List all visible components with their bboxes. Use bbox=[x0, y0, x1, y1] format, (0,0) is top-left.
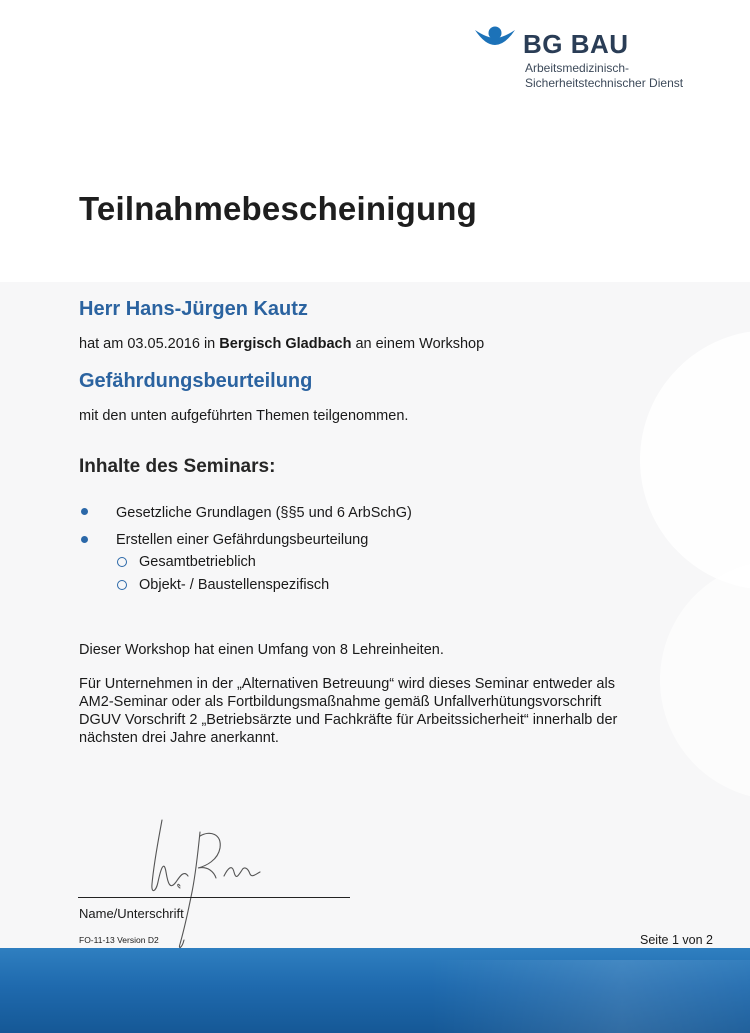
signature-line bbox=[78, 897, 350, 898]
logo-subtitle-line: Arbeitsmedizinisch- bbox=[525, 61, 630, 75]
bullet-dot bbox=[81, 536, 88, 543]
contents-heading: Inhalte des Seminars: bbox=[79, 456, 276, 477]
sub-bullet-circle bbox=[117, 557, 127, 567]
workshop-title: Gefährdungsbeurteilung bbox=[79, 370, 313, 392]
logo-subtitle-line: Sicherheitstechnischer Dienst bbox=[525, 76, 684, 90]
list-item: Erstellen einer Gefährdungsbeurteilung bbox=[116, 532, 369, 548]
attendance-line bbox=[79, 336, 484, 352]
attendance-place: Bergisch Gladbach bbox=[219, 336, 352, 352]
recognition-line: DGUV Vorschrift 2 „Betriebsärzte und Fachkräfte für Arbeitssicherheit“ innerhalb der bbox=[79, 712, 618, 728]
bg-bau-logo-icon bbox=[473, 26, 517, 58]
recognition-line: nächsten drei Jahre anerkannt. bbox=[79, 730, 279, 746]
handwritten-signature bbox=[140, 812, 280, 952]
attendance-suffix: an einem Workshop bbox=[351, 336, 485, 352]
sub-list-item: Objekt- / Baustellenspezifisch bbox=[139, 577, 330, 593]
form-code: FO-11-13 Version D2 bbox=[79, 935, 159, 945]
signature-label: Name/Unterschrift bbox=[79, 906, 184, 921]
attendance-prefix: hat am 03.05.2016 in bbox=[79, 336, 220, 352]
sub-bullet-circle bbox=[117, 580, 127, 590]
logo-name: BG BAU bbox=[523, 29, 629, 59]
sub-list-item: Gesamtbetrieblich bbox=[139, 554, 256, 570]
document-title: Teilnahmebescheinigung bbox=[79, 190, 478, 227]
recognition-line: AM2-Seminar oder als Fortbildungsmaßnahme gemäß Unfallverhütungsvorschrift bbox=[79, 694, 602, 710]
topics-intro: mit den unten aufgeführten Themen teilgenommen. bbox=[79, 408, 409, 424]
logo-subtitle bbox=[525, 61, 683, 91]
list-item: Gesetzliche Grundlagen (§§5 und 6 ArbSchG) bbox=[116, 505, 412, 521]
participant-name: Herr Hans-Jürgen Kautz bbox=[79, 298, 308, 320]
footer-band-highlight bbox=[430, 960, 750, 1033]
bullet-dot bbox=[81, 508, 88, 515]
page-number: Seite 1 von 2 bbox=[640, 933, 713, 947]
bg-bau-logo bbox=[473, 24, 733, 94]
scope-text: Dieser Workshop hat einen Umfang von 8 Lehreinheiten. bbox=[79, 642, 444, 658]
recognition-line: Für Unternehmen in der „Alternativen Betreuung“ wird dieses Seminar entweder als bbox=[79, 676, 615, 692]
